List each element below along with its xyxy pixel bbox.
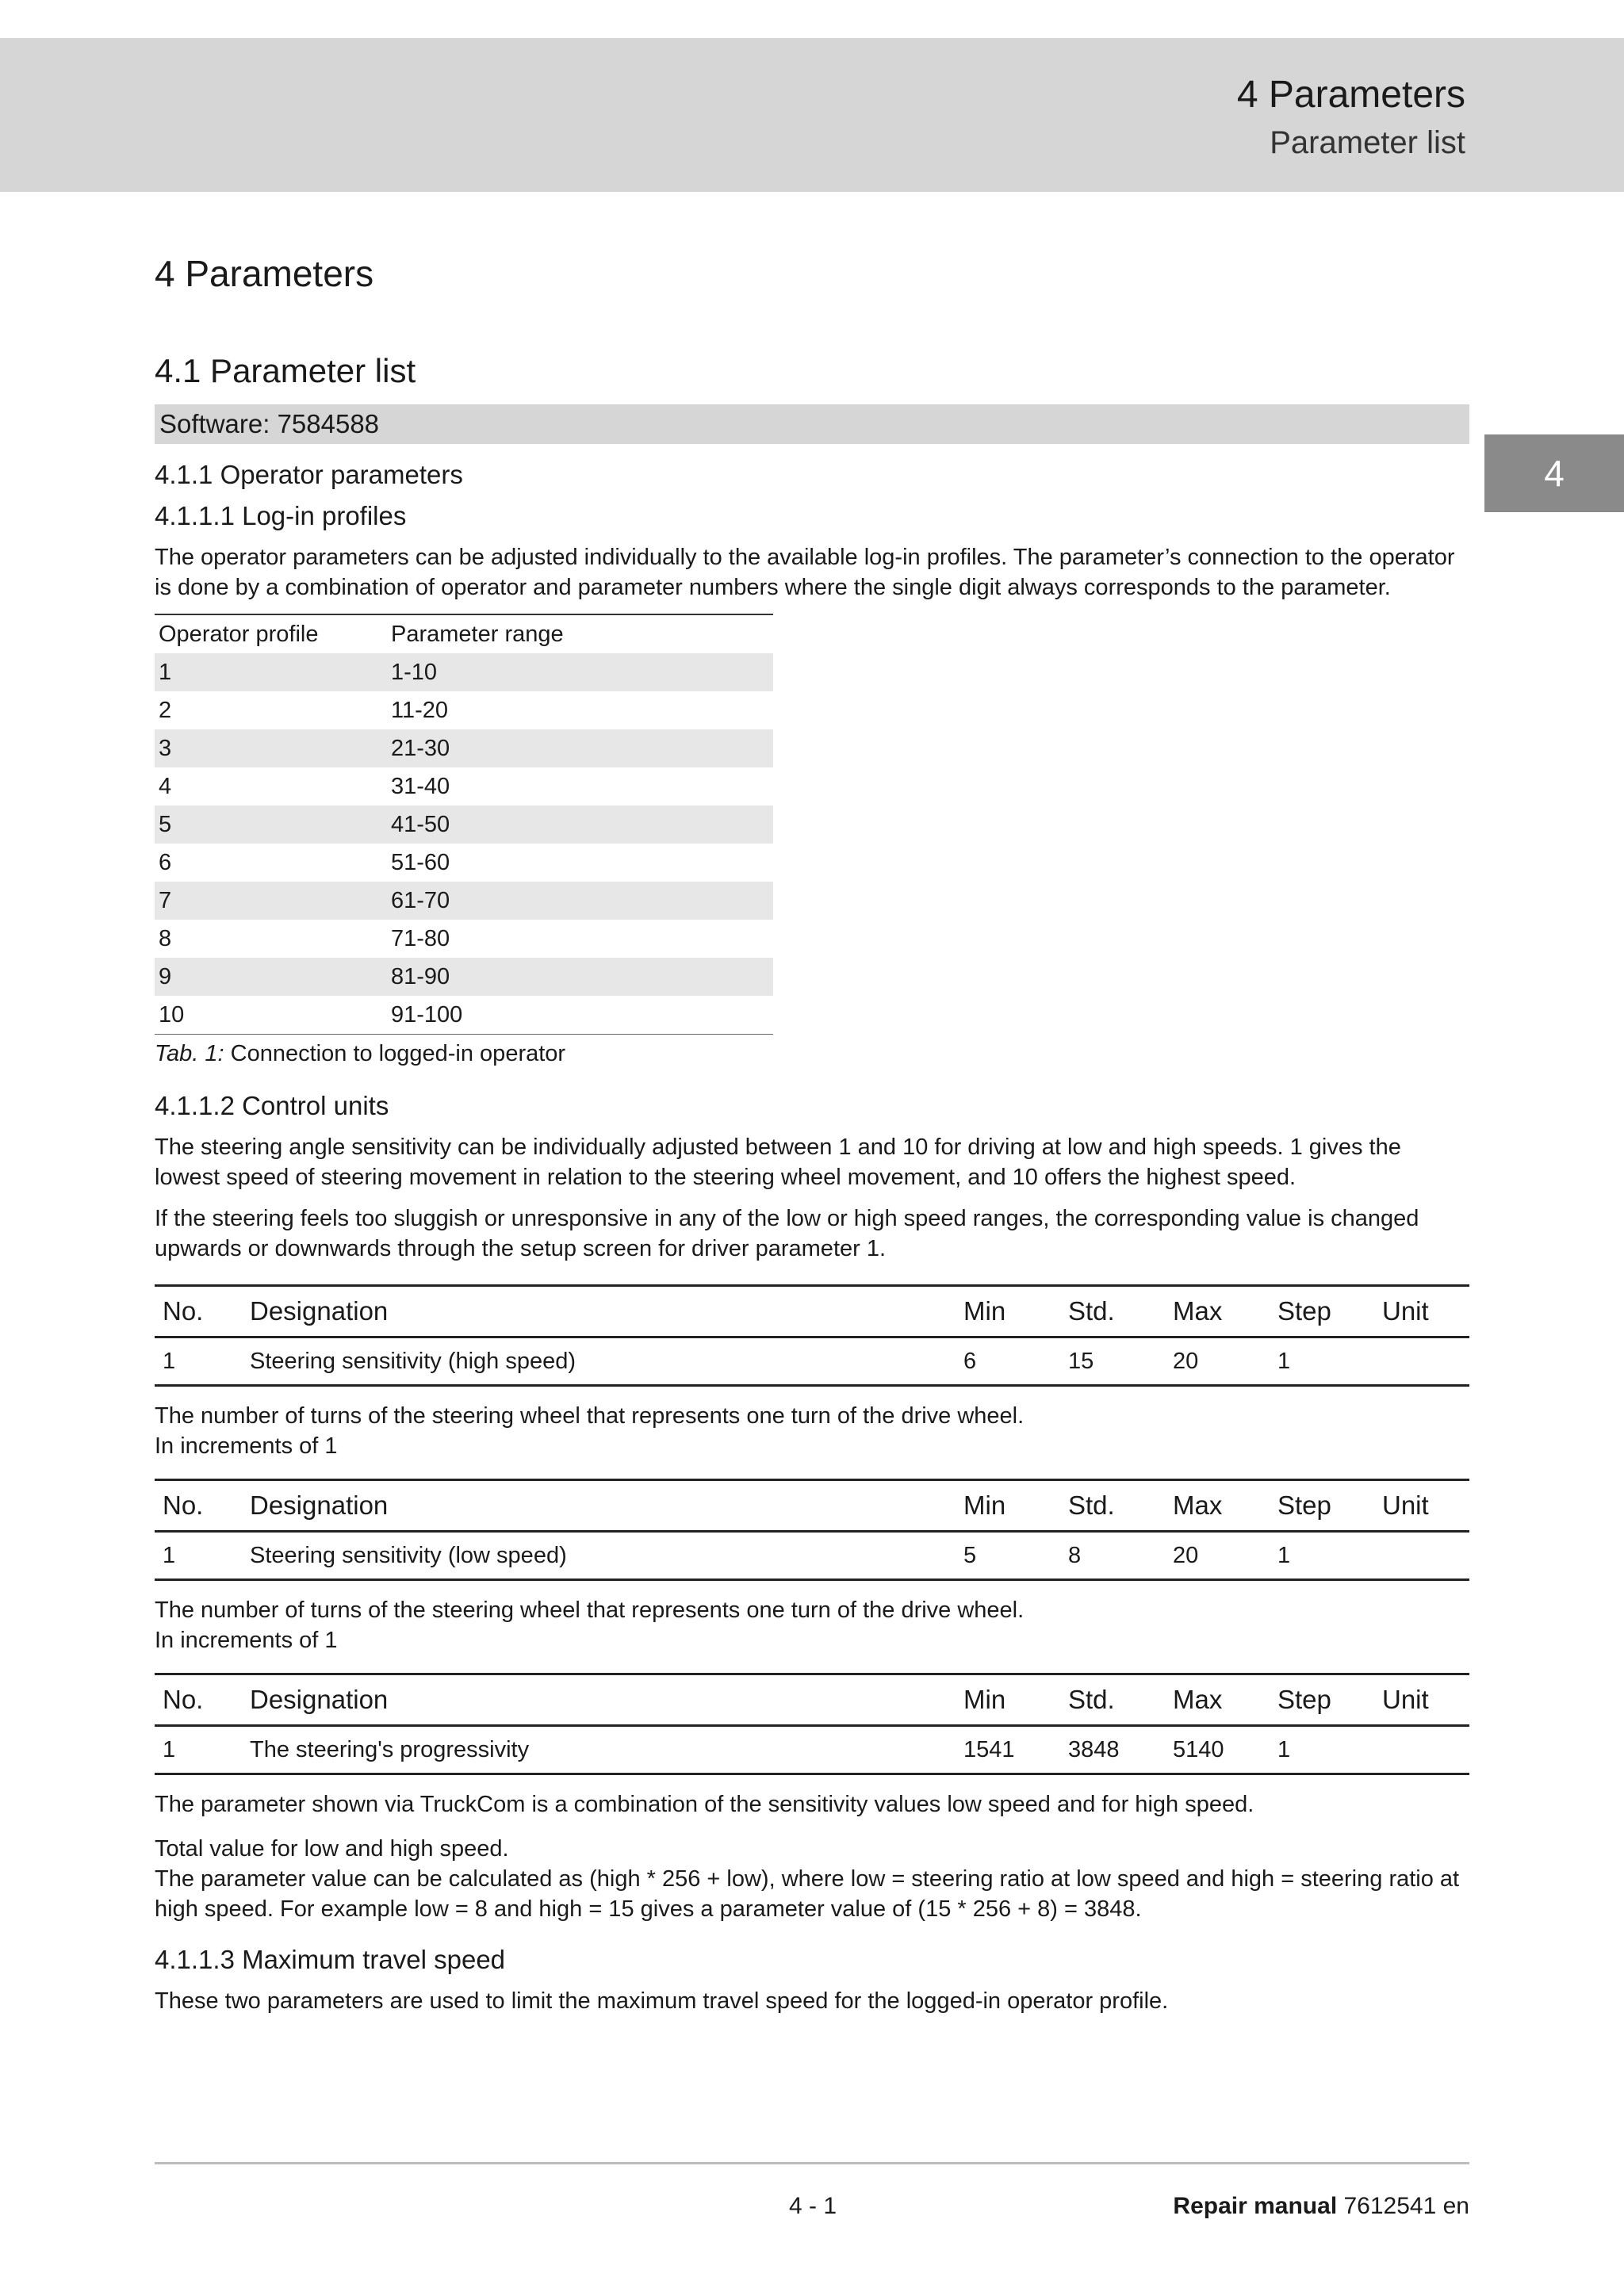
section-heading: 4.1 Parameter list — [155, 352, 416, 389]
table-row — [155, 767, 773, 806]
manual-title: Repair manual — [1173, 2193, 1338, 2219]
table-row — [155, 691, 773, 729]
table-cell: 41-50 — [391, 811, 450, 837]
table-cell: Steering sensitivity (low speed) — [250, 1542, 567, 1568]
column-header: Operator profile — [159, 621, 319, 647]
table-cell: 8 — [1068, 1542, 1082, 1568]
table-cell: 6 — [159, 849, 172, 875]
chapter-side-tab[interactable]: 4 — [1484, 434, 1624, 512]
table-row — [155, 920, 773, 958]
table-cell: 5 — [159, 811, 172, 837]
table-cell: 1 — [163, 1542, 176, 1568]
table-row — [155, 1532, 1469, 1580]
table-cell: 21-30 — [391, 735, 450, 761]
column-header: Min — [956, 1674, 1060, 1726]
column-header: Std. — [1060, 1480, 1165, 1532]
column-header: Parameter range — [391, 621, 564, 647]
total-value-title: Total value for low and high speed. — [155, 1836, 509, 1862]
table-row — [155, 1337, 1469, 1386]
table-cell: 1 — [1277, 1736, 1291, 1762]
chapter-heading: 4 Parameters — [155, 253, 374, 294]
table-cell — [1374, 1532, 1469, 1580]
table-cell: 1 — [159, 659, 172, 685]
control-units-heading: 4.1.1.2 Control units — [155, 1091, 389, 1120]
table-row — [155, 882, 773, 920]
table-cell: 4 — [159, 773, 172, 799]
caption-label: Tab. 1: — [155, 1041, 224, 1066]
table-row — [155, 1726, 1469, 1774]
table-cell: 1-10 — [391, 659, 438, 685]
table-cell: 31-40 — [391, 773, 450, 799]
table-row — [155, 996, 773, 1035]
column-header: Max — [1165, 1480, 1270, 1532]
caption-text: Connection to logged-in operator — [230, 1041, 566, 1066]
table-header-row — [155, 1286, 1469, 1337]
parameter-note — [155, 1401, 1469, 1461]
footer-divider — [155, 2162, 1469, 2164]
table-cell: 1541 — [963, 1736, 1015, 1762]
column-header: Max — [1165, 1674, 1270, 1726]
column-header: Designation — [242, 1286, 956, 1337]
control-units-paragraph-2: If the steering feels too sluggish or unresponsive in any of the low or high speed ranges, the corresponding value is changed upwards or downwards through the setup screen for driver parameter 1. — [155, 1206, 1419, 1261]
table-cell: 61-70 — [391, 887, 450, 913]
page-content — [155, 246, 1469, 2027]
table-cell: 7 — [159, 887, 172, 913]
table-cell: 3 — [159, 735, 172, 761]
table-caption — [155, 1041, 1469, 1067]
column-header: Step — [1270, 1674, 1374, 1726]
column-header: Designation — [242, 1480, 956, 1532]
table-row — [155, 958, 773, 996]
table-header-row — [155, 1480, 1469, 1532]
table-cell: 51-60 — [391, 849, 450, 875]
table-cell: 6 — [963, 1348, 977, 1374]
control-units-paragraph-1: The steering angle sensitivity can be individually adjusted between 1 and 10 for driving at low and high speeds. 1 gives the lowest speed of steering movement in relation to the steering wheel movement, and 10 offers the highest speed. — [155, 1135, 1401, 1190]
table-row — [155, 729, 773, 767]
parameter-note: The parameter shown via TruckCom is a combination of the sensitivity values low speed and for high speed. — [155, 1792, 1254, 1817]
table-row — [155, 806, 773, 844]
table-cell: 9 — [159, 963, 172, 989]
page-number: 4 - 1 — [788, 2193, 837, 2219]
table-cell: 15 — [1068, 1348, 1094, 1374]
parameter-table-progressivity — [155, 1673, 1469, 1775]
note-line: In increments of 1 — [155, 1433, 338, 1459]
column-header: Unit — [1374, 1286, 1469, 1337]
column-header: Unit — [1374, 1480, 1469, 1532]
header-chapter-title: 4 Parameters — [1236, 74, 1465, 116]
column-header: No. — [155, 1674, 242, 1726]
table-cell: 3848 — [1068, 1736, 1120, 1762]
note-line: In increments of 1 — [155, 1628, 338, 1653]
parameter-table-low-speed — [155, 1479, 1469, 1581]
parameter-table-high-speed — [155, 1284, 1469, 1387]
column-header: Std. — [1060, 1674, 1165, 1726]
table-cell: 1 — [1277, 1348, 1291, 1374]
column-header: No. — [155, 1286, 242, 1337]
login-profiles-text: The operator parameters can be adjusted individually to the available log-in profiles. The parameter’s connection to the operator is done by a combination of operator and parameter numbers where the single digit always corresponds to the parameter. — [155, 545, 1455, 600]
table-cell: 2 — [159, 697, 172, 723]
note-line: The number of turns of the steering wheel that represents one turn of the drive wheel. — [155, 1598, 1025, 1623]
column-header: Min — [956, 1286, 1060, 1337]
column-header: Unit — [1374, 1674, 1469, 1726]
table-cell — [1374, 1726, 1469, 1774]
table-cell: 10 — [159, 1001, 185, 1027]
column-header: Step — [1270, 1286, 1374, 1337]
column-header: Min — [956, 1480, 1060, 1532]
table-cell: 5140 — [1173, 1736, 1224, 1762]
parameter-note — [155, 1595, 1469, 1655]
table-cell: 1 — [1277, 1542, 1291, 1568]
note-line: The number of turns of the steering wheel that represents one turn of the drive wheel. — [155, 1403, 1025, 1429]
header-section-title: Parameter list — [1270, 125, 1465, 160]
table-cell: 20 — [1173, 1348, 1199, 1374]
max-travel-speed-heading: 4.1.1.3 Maximum travel speed — [155, 1945, 506, 1974]
max-travel-speed-text: These two parameters are used to limit the maximum travel speed for the logged-in operator profile. — [155, 1988, 1169, 2014]
table-cell: 5 — [963, 1542, 977, 1568]
column-header: Step — [1270, 1480, 1374, 1532]
manual-label — [1173, 2193, 1469, 2220]
table-row — [155, 844, 773, 882]
table-cell: 1 — [163, 1348, 176, 1374]
table-cell: 91-100 — [391, 1001, 463, 1027]
manual-number: 7612541 en — [1337, 2193, 1469, 2219]
table-cell: Steering sensitivity (high speed) — [250, 1348, 576, 1374]
table-cell: 20 — [1173, 1542, 1199, 1568]
column-header: Max — [1165, 1286, 1270, 1337]
table-cell: 81-90 — [391, 963, 450, 989]
table-cell: 71-80 — [391, 925, 450, 951]
total-value-paragraph — [155, 1834, 1469, 1924]
table-header-row — [155, 614, 773, 653]
operator-parameters-heading: 4.1.1 Operator parameters — [155, 460, 463, 489]
column-header: Std. — [1060, 1286, 1165, 1337]
column-header: No. — [155, 1480, 242, 1532]
operator-profile-table — [155, 614, 773, 1035]
table-row — [155, 653, 773, 691]
table-cell — [1374, 1337, 1469, 1386]
table-header-row — [155, 1674, 1469, 1726]
table-cell: The steering's progressivity — [250, 1736, 530, 1762]
total-value-text: The parameter value can be calculated as (high * 256 + low), where low = steering ratio at low speed and high = steering ratio at high speed. For example low = 8 and high = 15 gives a parameter value of (15 * 256 + 8) = 3848. — [155, 1866, 1460, 1922]
table-cell: 11-20 — [391, 697, 449, 723]
software-version-bar: Software: 7584588 — [155, 404, 1469, 444]
column-header: Designation — [242, 1674, 956, 1726]
login-profiles-heading: 4.1.1.1 Log-in profiles — [155, 501, 407, 530]
table-cell: 1 — [163, 1736, 176, 1762]
table-cell: 8 — [159, 925, 172, 951]
